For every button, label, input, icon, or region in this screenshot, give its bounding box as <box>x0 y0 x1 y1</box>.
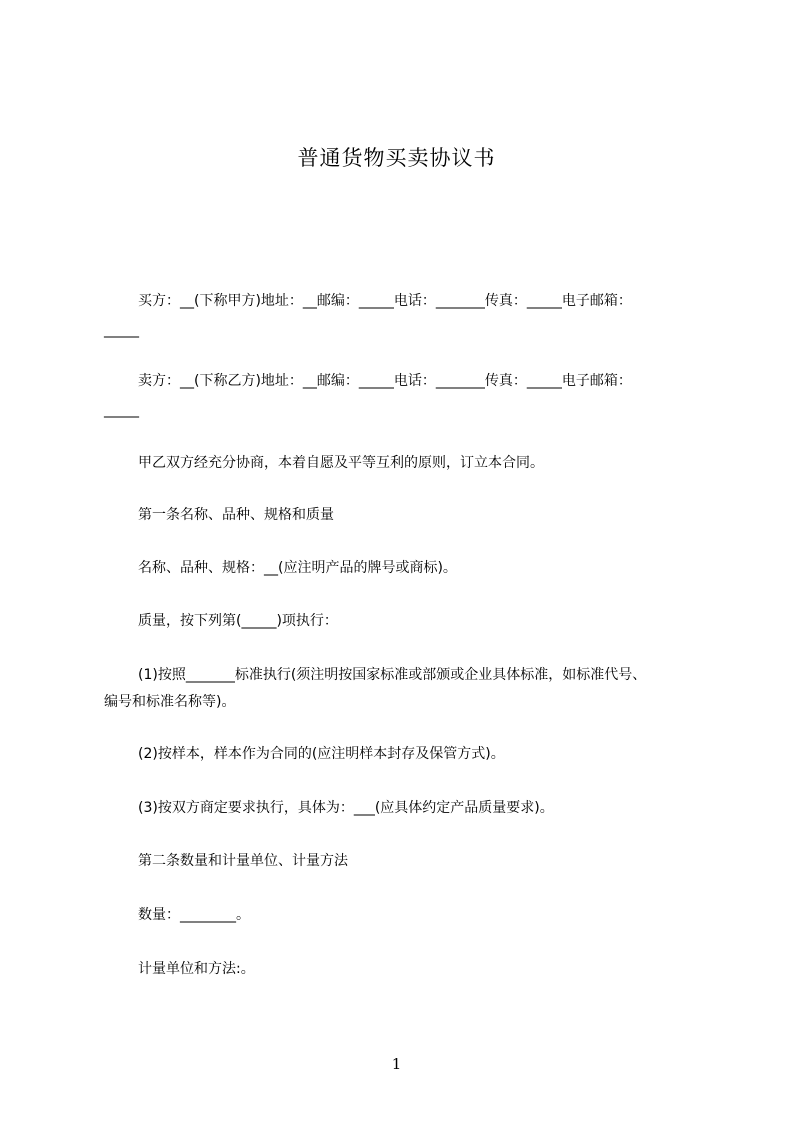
unit-method-line: 计量单位和方法:。 <box>138 961 255 977</box>
seller-info-line-continued: _____ <box>104 402 139 418</box>
buyer-info-line-continued: _____ <box>104 322 139 338</box>
article-1-heading: 第一条名称、品种、规格和质量 <box>138 507 334 523</box>
article-1-name-spec: 名称、品种、规格：__(应注明产品的牌号或商标)。 <box>138 560 457 576</box>
seller-info-line: 卖方：__(下称乙方)地址：__邮编：_____电话：_______传真：_____电子邮箱： <box>138 373 632 389</box>
quality-item-1: (1)按照_______标准执行(须注明按国家标准或部颁或企业具体标准，如标准代号、 <box>138 667 647 683</box>
buyer-info-line: 买方：__(下称甲方)地址：__邮编：_____电话：_______传真：_____电子邮箱： <box>138 293 632 309</box>
intro-paragraph: 甲乙双方经充分协商，本着自愿及平等互利的原则，订立本合同。 <box>138 455 544 471</box>
quantity-line: 数量：________。 <box>138 907 250 923</box>
page-number: 1 <box>391 1055 402 1073</box>
quality-item-1-continued: 编号和标准名称等)。 <box>104 694 236 710</box>
quality-item-3: (3)按双方商定要求执行，具体为：___(应具体约定产品质量要求)。 <box>138 800 554 816</box>
article-1-quality: 质量，按下列第(_____)项执行： <box>138 613 338 629</box>
quality-item-2: (2)按样本，样本作为合同的(应注明样本封存及保管方式)。 <box>138 746 505 762</box>
article-2-heading: 第二条数量和计量单位、计量方法 <box>138 853 348 869</box>
document-title: 普通货物买卖协议书 <box>297 146 496 170</box>
